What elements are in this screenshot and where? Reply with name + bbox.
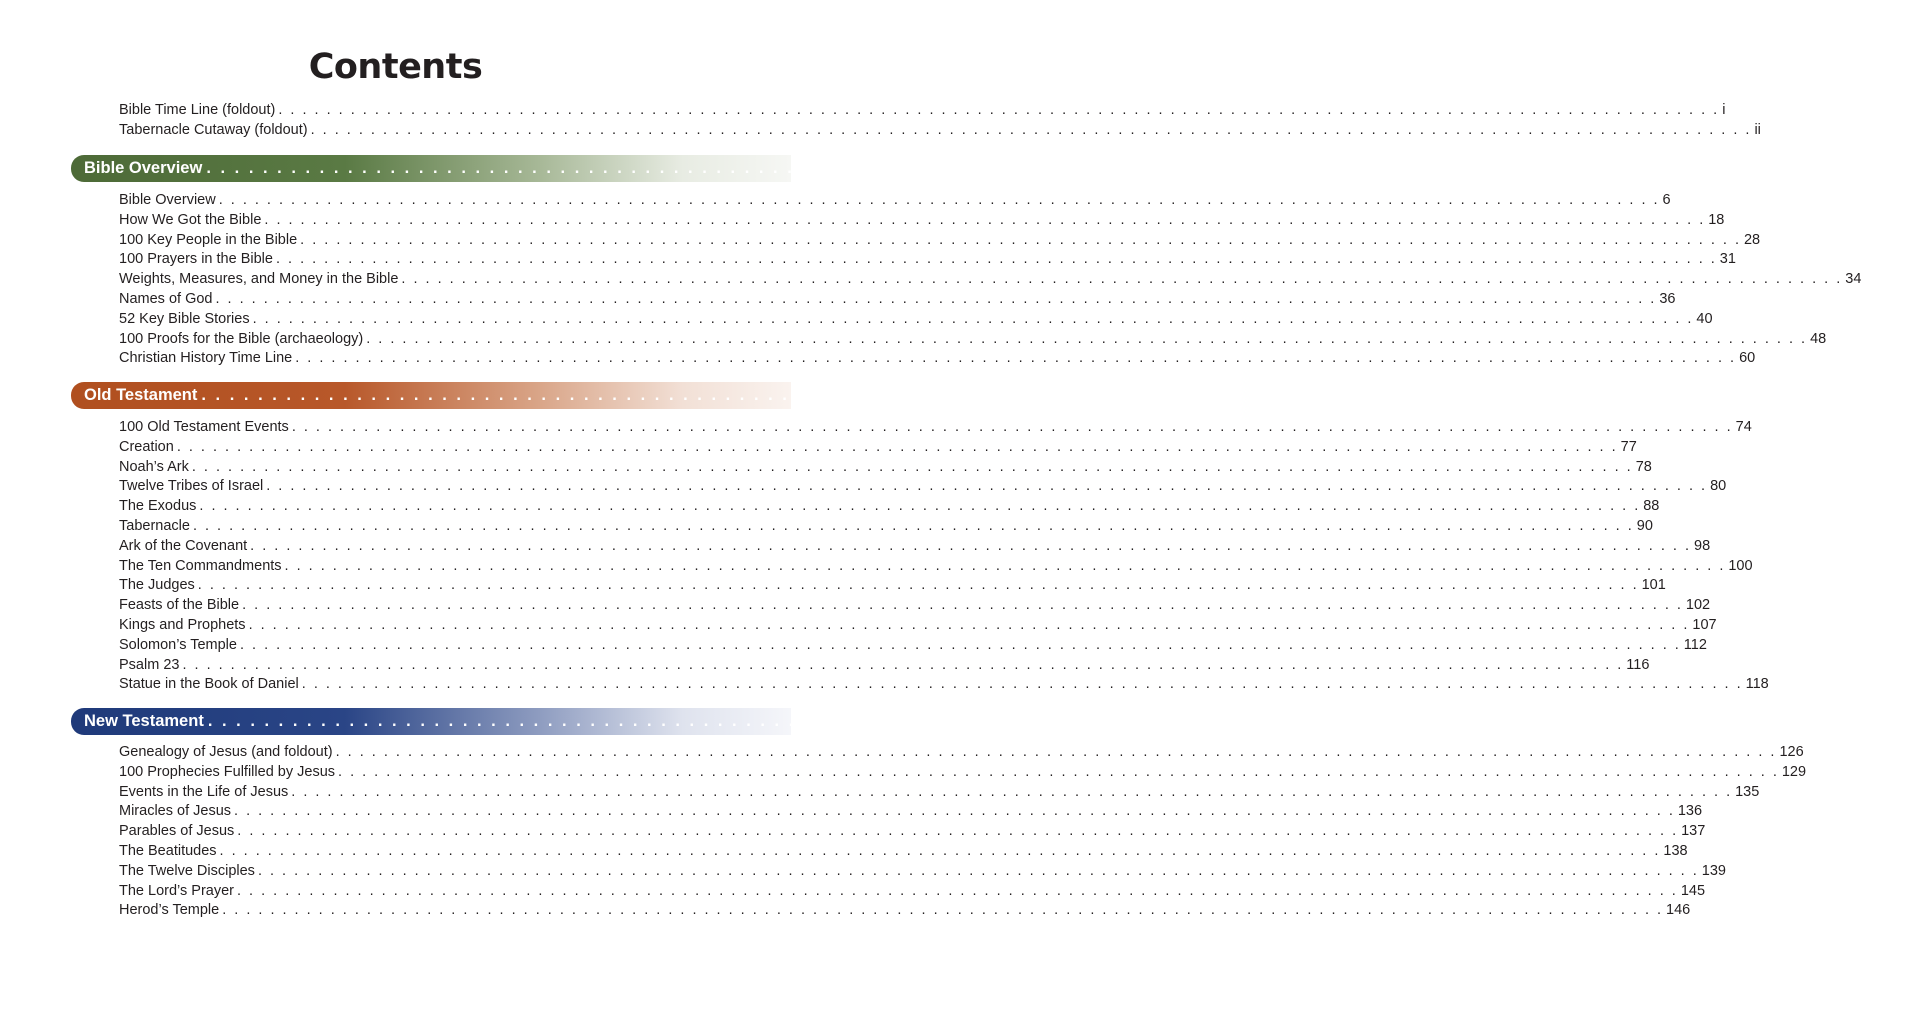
toc-entry-label: 100 Prayers in the Bible (119, 251, 273, 268)
dot-leader: . . . . . . . . . . . . . . . . . . . . . . . . . . . . . . . . . . . . . . . . . . . . . . . . . . . . . . . . . . . . . . . . . . . . . . . . . . . . . . . . . . . . . . . . . . . . . . . . . . . . . . . . . . . . . . . . . . . . . . . . (201, 386, 1895, 404)
front-matter-list (119, 101, 1761, 141)
toc-entry[interactable] (119, 438, 1637, 458)
toc-entry-page: 135 (1735, 783, 1760, 800)
toc-entry[interactable] (119, 231, 1761, 251)
section-title: Bible Overview (84, 159, 203, 177)
dot-leader: . . . . . . . . . . . . . . . . . . . . . . . . . . . . . . . . . . . . . . . . . . . . . . . . . . . . . . . . . . . . . . . . . . . . . . . . . . . . . . . . . . . . . . . . . . . . . . . . . . . . . . . . . . . . . . . . . . . . . . . . (218, 192, 1660, 208)
toc-entry-label: Twelve Tribes of Israel (119, 478, 264, 495)
toc-entry-label: Bible Time Line (foldout) (119, 102, 276, 118)
toc-entry-page: 107 (1692, 616, 1717, 633)
toc-entry-label: Ark of the Covenant (119, 537, 248, 554)
dot-leader: . . . . . . . . . . . . . . . . . . . . . . . . . . . . . . . . . . . . . . . . . . . . . . . . . . . . . . . . . . . . . . . . . . . . . . . . . . . . . . . . . . . . . . . . . . . . . . . . . . . . . . . . . . . . . . . . . . . . . . . . (335, 744, 1777, 760)
dot-leader: . . . . . . . . . . . . . . . . . . . . . . . . . . . . . . . . . . . . . . . . . . . . . . . . . . . . . . . . . . . . . . . . . . . . . . . . . . . . . . . . . . . . . . . . . . . . . . . . . . . . . . . . . . . . . . . . . . . . . . . . (291, 419, 1733, 435)
toc-entry-label: The Ten Commandments (119, 557, 282, 574)
toc-entry-page: 78 (1635, 458, 1652, 475)
dot-leader: . . . . . . . . . . . . . . . . . . . . . . . . . . . . . . . . . . . . . . . . . . . . . . . . . . . . . . . . . . . . . . . . . . . . . . . . . . . . . . . . . . . . . . . . . . . . . . . . . . . . . . . . . . . . . . . . . . . . . . . . (236, 882, 1678, 899)
toc-entry[interactable] (119, 101, 1726, 121)
toc-entry-page: i (1722, 102, 1726, 118)
toc-entry-page: 126 (1779, 744, 1804, 760)
toc-entry-page: 145 (1680, 882, 1706, 899)
toc-entry-page: 116 (1626, 656, 1650, 673)
dot-leader: . . . . . . . . . . . . . . . . . . . . . . . . . . . . . . . . . . . . . . . . . . . . . . . . . . . . . . . . . . . . . . . . . . . . . . . . . . . . . . . . . . . . . . . . . . . . . . . . . . . . . . . . . . . . . . . . . . . . . . . . (207, 712, 1901, 730)
toc-entry-page: 40 (1696, 310, 1713, 327)
toc-entry-label: The Lord’s Prayer (119, 882, 234, 899)
toc-entry[interactable] (119, 290, 1676, 310)
toc-entry-label: 100 Key People in the Bible (119, 231, 298, 248)
toc-entry-page: 136 (1677, 803, 1703, 820)
toc-entry-page: 138 (1663, 842, 1688, 859)
section-list-old-testament (119, 418, 1769, 695)
toc-entry[interactable] (119, 211, 1725, 231)
toc-entry-label: The Beatitudes (119, 842, 217, 859)
dot-leader: . . . . . . . . . . . . . . . . . . . . . . . . . . . . . . . . . . . . . . . . . . . . . . . . . . . . . . . . . . . . . . . . . . . . . . . . . . . . . . . . . . . . . . . . . . . . . . . . . . . . . . . . . . . . . . . . . . . . . . . . (266, 478, 1708, 495)
dot-leader: . . . . . . . . . . . . . . . . . . . . . . . . . . . . . . . . . . . . . . . . . . . . . . . . . . . . . . . . . . . . . . . . . . . . . . . . . . . . . . . . . . . . . . . . . . . . . . . . . . . . . . . . . . . . . . . . . . . . . . . . (197, 577, 1639, 594)
dot-leader: . . . . . . . . . . . . . . . . . . . . . . . . . . . . . . . . . . . . . . . . . . . . . . . . . . . . . . . . . . . . . . . . . . . . . . . . . . . . . . . . . . . . . . . . . . . . . . . . . . . . . . . . . . . . . . . . . . . . . . . . (275, 251, 1717, 268)
dot-leader: . . . . . . . . . . . . . . . . . . . . . . . . . . . . . . . . . . . . . . . . . . . . . . . . . . . . . . . . . . . . . . . . . . . . . . . . . . . . . . . . . . . . . . . . . . . . . . . . . . . . . . . . . . . . . . . . . . . . . . . . (199, 498, 1641, 515)
toc-entry[interactable] (119, 121, 1761, 141)
toc-entry-label: Tabernacle Cutaway (foldout) (119, 121, 308, 138)
toc-entry-label: Psalm 23 (119, 656, 180, 673)
toc-entry-page: 48 (1810, 330, 1827, 347)
dot-leader: . . . . . . . . . . . . . . . . . . . . . . . . . . . . . . . . . . . . . . . . . . . . . . . . . . . . . . . . . . . . . . . . . . . . . . . . . . . . . . . . . . . . . . . . . . . . . . . . . . . . . . . . . . . . . . . . . . . . . . . . (300, 231, 1741, 248)
dot-leader: . . . . . . . . . . . . . . . . . . . . . . . . . . . . . . . . . . . . . . . . . . . . . . . . . . . . . . . . . . . . . . . . . . . . . . . . . . . . . . . . . . . . . . . . . . . . . . . . . . . . . . . . . . . . . . . . . . . . . . . . (248, 616, 1690, 633)
toc-entry-label: The Judges (119, 577, 195, 594)
toc-entry-page: ii (1754, 121, 1761, 138)
toc-entry-page: 6 (1662, 192, 1671, 208)
section-header-bible-overview[interactable] (71, 155, 1913, 182)
toc-entry-page: 102 (1685, 597, 1711, 614)
dot-leader: . . . . . . . . . . . . . . . . . . . . . . . . . . . . . . . . . . . . . . . . . . . . . . . . . . . . . . . . . . . . . . . . . . . . . . . . . . . . . . . . . . . . . . . . . . . . . . . . . . . . . . . . . . . . . . . . . . . . . . . . (301, 676, 1743, 693)
toc-entry[interactable] (119, 458, 1652, 478)
toc-entry-label: The Twelve Disciples (119, 862, 255, 879)
toc-entry-page: 31 (1719, 251, 1736, 268)
toc-entry-label: Statue in the Book of Daniel (119, 676, 299, 693)
toc-entry-label: Tabernacle (119, 517, 190, 534)
toc-entry-page: 118 (1745, 676, 1769, 693)
toc-entry-label: Feasts of the Bible (119, 597, 240, 614)
toc-entry[interactable] (119, 497, 1660, 517)
dot-leader: . . . . . . . . . . . . . . . . . . . . . . . . . . . . . . . . . . . . . . . . . . . . . . . . . . . . . . . . . . . . . . . . . . . . . . . . . . . . . . . . . . . . . . . . . . . . . . . . . . . . . . . . . . . . . . . . . . . . . . . . (182, 656, 1624, 673)
toc-entry[interactable] (119, 882, 1706, 902)
toc-entry-page: 77 (1620, 438, 1637, 455)
toc-entry[interactable] (119, 191, 1671, 211)
toc-entry-page: 98 (1694, 537, 1711, 554)
dot-leader: . . . . . . . . . . . . . . . . . . . . . . . . . . . . . . . . . . . . . . . . . . . . . . . . . . . . . . . . . . . . . . . . . . . . . . . . . . . . . . . . . . . . . . . . . . . . . . . . . . . . . . . . . . . . . . . . . . . . . . . . (206, 159, 1900, 177)
dot-leader: . . . . . . . . . . . . . . . . . . . . . . . . . . . . . . . . . . . . . . . . . . . . . . . . . . . . . . . . . . . . . . . . . . . . . . . . . . . . . . . . . . . . . . . . . . . . . . . . . . . . . . . . . . . . . . . . . . . . . . . . (295, 350, 1737, 367)
dot-leader: . . . . . . . . . . . . . . . . . . . . . . . . . . . . . . . . . . . . . . . . . . . . . . . . . . . . . . . . . . . . . . . . . . . . . . . . . . . . . . . . . . . . . . . . . . . . . . . . . . . . . . . . . . . . . . . . . . . . . . . . (239, 636, 1681, 653)
toc-entry-page: 100 (1728, 557, 1753, 574)
dot-leader: . . . . . . . . . . . . . . . . . . . . . . . . . . . . . . . . . . . . . . . . . . . . . . . . . . . . . . . . . . . . . . . . . . . . . . . . . . . . . . . . . . . . . . . . . . . . . . . . . . . . . . . . . . . . . . . . . . . . . . . . (176, 438, 1618, 455)
page-title: Contents (308, 47, 483, 87)
toc-entry-label: 52 Key Bible Stories (119, 310, 250, 327)
toc-entry[interactable] (119, 616, 1717, 636)
dot-leader: . . . . . . . . . . . . . . . . . . . . . . . . . . . . . . . . . . . . . . . . . . . . . . . . . . . . . . . . . . . . . . . . . . . . . . . . . . . . . . . . . . . . . . . . . . . . . . . . . . . . . . . . . . . . . . . . . . . . . . . . (252, 310, 1694, 327)
toc-entry[interactable] (119, 270, 1862, 290)
toc-entry[interactable] (119, 783, 1760, 803)
dot-leader: . . . . . . . . . . . . . . . . . . . . . . . . . . . . . . . . . . . . . . . . . . . . . . . . . . . . . . . . . . . . . . . . . . . . . . . . . . . . . . . . . . . . . . . . . . . . . . . . . . . . . . . . . . . . . . . . . . . . . . . . (284, 557, 1726, 574)
section-page: 73 (1898, 386, 1917, 404)
section-page: 5 (1903, 159, 1913, 177)
toc-entry[interactable] (119, 862, 1726, 882)
toc-entry-page: 101 (1641, 577, 1666, 594)
toc-entry[interactable] (119, 330, 1827, 350)
dot-leader: . . . . . . . . . . . . . . . . . . . . . . . . . . . . . . . . . . . . . . . . . . . . . . . . . . . . . . . . . . . . . . . . . . . . . . . . . . . . . . . . . . . . . . . . . . . . . . . . . . . . . . . . . . . . . . . . . . . . . . . . (291, 783, 1733, 800)
toc-entry-label: Kings and Prophets (119, 616, 246, 633)
toc-entry-label: Parables of Jesus (119, 823, 235, 840)
toc-entry[interactable] (119, 901, 1691, 921)
toc-entry-label: Creation (119, 438, 174, 455)
dot-leader: . . . . . . . . . . . . . . . . . . . . . . . . . . . . . . . . . . . . . . . . . . . . . . . . . . . . . . . . . . . . . . . . . . . . . . . . . . . . . . . . . . . . . . . . . . . . . . . . . . . . . . . . . . . . . . . . . . . . . . . . (278, 102, 1720, 118)
toc-entry[interactable] (119, 596, 1711, 616)
toc-entry-label: Miracles of Jesus (119, 803, 232, 820)
toc-entry-label: Bible Overview (119, 192, 216, 208)
dot-leader: . . . . . . . . . . . . . . . . . . . . . . . . . . . . . . . . . . . . . . . . . . . . . . . . . . . . . . . . . . . . . . . . . . . . . . . . . . . . . . . . . . . . . . . . . . . . . . . . . . . . . . . . . . . . . . . . . . . . . . . . (192, 517, 1634, 534)
dot-leader: . . . . . . . . . . . . . . . . . . . . . . . . . . . . . . . . . . . . . . . . . . . . . . . . . . . . . . . . . . . . . . . . . . . . . . . . . . . . . . . . . . . . . . . . . . . . . . . . . . . . . . . . . . . . . . . . . . . . . . . . (237, 823, 1679, 840)
toc-entry-label: 100 Old Testament Events (119, 419, 289, 435)
toc-entry-page: 139 (1701, 862, 1726, 879)
dot-leader: . . . . . . . . . . . . . . . . . . . . . . . . . . . . . . . . . . . . . . . . . . . . . . . . . . . . . . . . . . . . . . . . . . . . . . . . . . . . . . . . . . . . . . . . . . . . . . . . . . . . . . . . . . . . . . . . . . . . . . . . (242, 597, 1683, 614)
toc-entry-page: 28 (1743, 231, 1761, 248)
toc-entry-page: 112 (1683, 636, 1707, 653)
dot-leader: . . . . . . . . . . . . . . . . . . . . . . . . . . . . . . . . . . . . . . . . . . . . . . . . . . . . . . . . . . . . . . . . . . . . . . . . . . . . . . . . . . . . . . . . . . . . . . . . . . . . . . . . . . . . . . . . . . . . . . . . (257, 862, 1699, 879)
toc-entry-page: 60 (1739, 350, 1756, 367)
toc-entry-label: 100 Proofs for the Bible (archaeology) (119, 330, 364, 347)
dot-leader: . . . . . . . . . . . . . . . . . . . . . . . . . . . . . . . . . . . . . . . . . . . . . . . . . . . . . . . . . . . . . . . . . . . . . . . . . . . . . . . . . . . . . . . . . . . . . . . . . . . . . . . . . . . . . . . . . . . . . . . . (264, 211, 1706, 228)
toc-entry[interactable] (119, 743, 1804, 763)
toc-entry-label: Genealogy of Jesus (and foldout) (119, 744, 333, 760)
toc-entry-label: Weights, Measures, and Money in the Bible (119, 271, 399, 288)
toc-entry-page: 80 (1710, 478, 1727, 495)
toc-entry[interactable] (119, 250, 1736, 270)
dot-leader: . . . . . . . . . . . . . . . . . . . . . . . . . . . . . . . . . . . . . . . . . . . . . . . . . . . . . . . . . . . . . . . . . . . . . . . . . . . . . . . . . . . . . . . . . . . . . . . . . . . . . . . . . . . . . . . . . . . . . . . . (310, 121, 1752, 138)
dot-leader: . . . . . . . . . . . . . . . . . . . . . . . . . . . . . . . . . . . . . . . . . . . . . . . . . . . . . . . . . . . . . . . . . . . . . . . . . . . . . . . . . . . . . . . . . . . . . . . . . . . . . . . . . . . . . . . . . . . . . . . . (215, 290, 1657, 307)
section-list-bible-overview (119, 191, 1862, 369)
toc-entry-page: 36 (1659, 290, 1676, 307)
toc-entry[interactable] (119, 557, 1753, 577)
toc-entry-page: 18 (1708, 211, 1725, 228)
toc-entry[interactable] (119, 349, 1756, 369)
toc-entry[interactable] (119, 310, 1713, 330)
toc-entry-label: How We Got the Bible (119, 211, 262, 228)
toc-entry[interactable] (119, 636, 1707, 656)
toc-entry-label: The Exodus (119, 498, 197, 515)
dot-leader: . . . . . . . . . . . . . . . . . . . . . . . . . . . . . . . . . . . . . . . . . . . . . . . . . . . . . . . . . . . . . . . . . . . . . . . . . . . . . . . . . . . . . . . . . . . . . . . . . . . . . . . . . . . . . . . . . . . . . . . . (366, 330, 1808, 347)
toc-entry[interactable] (119, 802, 1703, 822)
toc-entry[interactable] (119, 418, 1752, 438)
dot-leader: . . . . . . . . . . . . . . . . . . . . . . . . . . . . . . . . . . . . . . . . . . . . . . . . . . . . . . . . . . . . . . . . . . . . . . . . . . . . . . . . . . . . . . . . . . . . . . . . . . . . . . . . . . . . . . . . . . . . . . . . (338, 763, 1779, 780)
toc-entry[interactable] (119, 656, 1650, 676)
section-list-new-testament (119, 743, 1807, 921)
section-page: 125 (1904, 712, 1932, 730)
toc-entry-page: 74 (1735, 419, 1752, 435)
dot-leader: . . . . . . . . . . . . . . . . . . . . . . . . . . . . . . . . . . . . . . . . . . . . . . . . . . . . . . . . . . . . . . . . . . . . . . . . . . . . . . . . . . . . . . . . . . . . . . . . . . . . . . . . . . . . . . . . . . . . . . . . (250, 537, 1691, 554)
toc-entry[interactable] (119, 842, 1688, 862)
toc-entry[interactable] (119, 675, 1769, 695)
toc-entry[interactable] (119, 822, 1706, 842)
toc-entry-label: 100 Prophecies Fulfilled by Jesus (119, 763, 336, 780)
toc-entry-label: Events in the Life of Jesus (119, 783, 289, 800)
toc-entry-page: 146 (1666, 902, 1691, 919)
toc-entry-label: Christian History Time Line (119, 350, 293, 367)
toc-entry-page: 88 (1643, 498, 1660, 515)
toc-entry-page: 129 (1781, 763, 1807, 780)
dot-leader: . . . . . . . . . . . . . . . . . . . . . . . . . . . . . . . . . . . . . . . . . . . . . . . . . . . . . . . . . . . . . . . . . . . . . . . . . . . . . . . . . . . . . . . . . . . . . . . . . . . . . . . . . . . . . . . . . . . . . . . . (219, 842, 1661, 859)
toc-entry-label: Names of God (119, 290, 213, 307)
toc-entry[interactable] (119, 517, 1653, 537)
toc-entry-label: Herod’s Temple (119, 902, 220, 919)
toc-entry-page: 137 (1681, 823, 1706, 840)
toc-entry-page: 34 (1845, 271, 1862, 288)
dot-leader: . . . . . . . . . . . . . . . . . . . . . . . . . . . . . . . . . . . . . . . . . . . . . . . . . . . . . . . . . . . . . . . . . . . . . . . . . . . . . . . . . . . . . . . . . . . . . . . . . . . . . . . . . . . . . . . . . . . . . . . . (234, 803, 1675, 820)
section-header-old-testament[interactable] (71, 382, 1917, 409)
toc-entry[interactable] (119, 477, 1727, 497)
dot-leader: . . . . . . . . . . . . . . . . . . . . . . . . . . . . . . . . . . . . . . . . . . . . . . . . . . . . . . . . . . . . . . . . . . . . . . . . . . . . . . . . . . . . . . . . . . . . . . . . . . . . . . . . . . . . . . . . . . . . . . . . (401, 271, 1843, 288)
toc-entry[interactable] (119, 576, 1666, 596)
section-title: New Testament (84, 712, 204, 730)
section-title: Old Testament (84, 386, 198, 404)
toc-entry[interactable] (119, 537, 1711, 557)
dot-leader: . . . . . . . . . . . . . . . . . . . . . . . . . . . . . . . . . . . . . . . . . . . . . . . . . . . . . . . . . . . . . . . . . . . . . . . . . . . . . . . . . . . . . . . . . . . . . . . . . . . . . . . . . . . . . . . . . . . . . . . . (222, 902, 1664, 919)
dot-leader: . . . . . . . . . . . . . . . . . . . . . . . . . . . . . . . . . . . . . . . . . . . . . . . . . . . . . . . . . . . . . . . . . . . . . . . . . . . . . . . . . . . . . . . . . . . . . . . . . . . . . . . . . . . . . . . . . . . . . . . . (191, 458, 1633, 475)
toc-entry[interactable] (119, 763, 1807, 783)
toc-entry-label: Noah’s Ark (119, 458, 189, 475)
toc-entry-page: 90 (1636, 517, 1653, 534)
toc-entry-label: Solomon’s Temple (119, 636, 237, 653)
section-header-new-testament[interactable] (71, 708, 1932, 735)
